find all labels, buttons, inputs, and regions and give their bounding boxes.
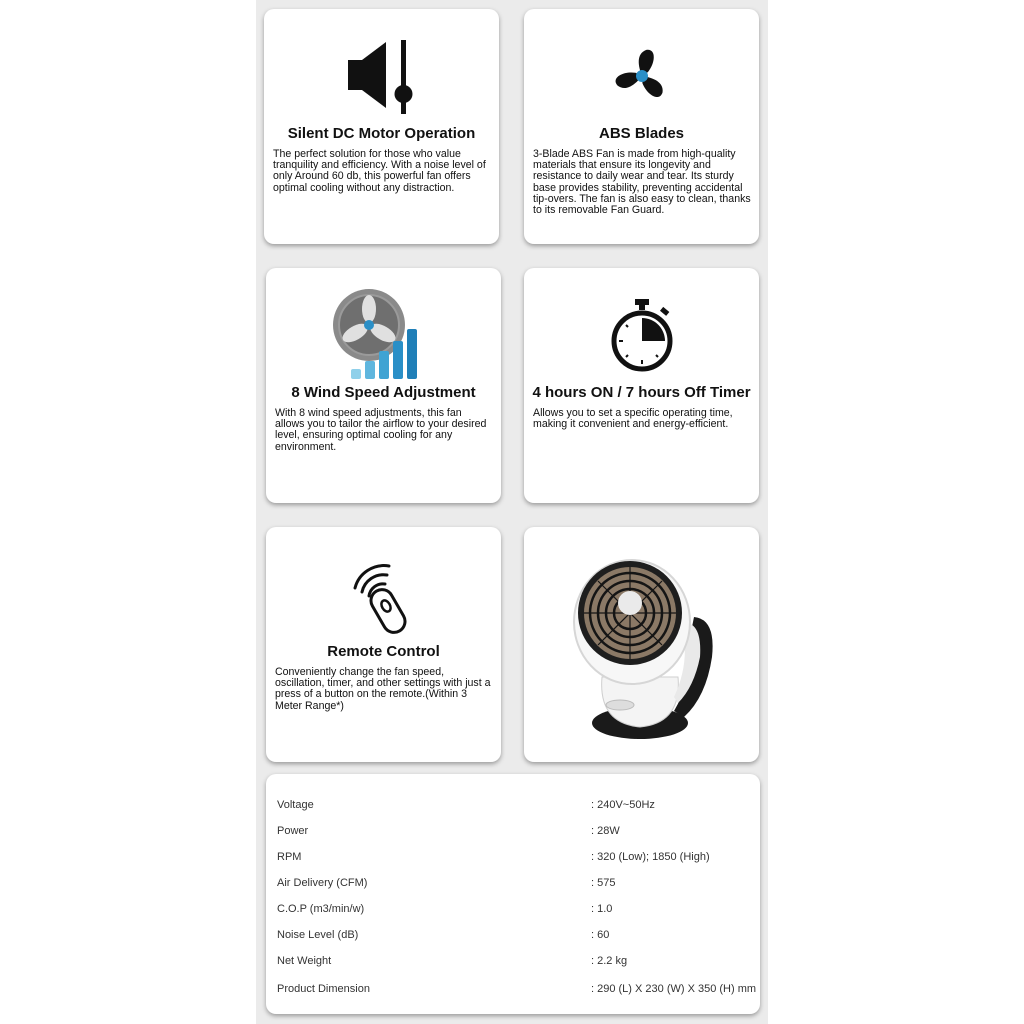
remote-control-icon	[266, 555, 501, 645]
feature-title: ABS Blades	[598, 125, 685, 142]
feature-card-remote	[266, 527, 501, 762]
spec-value: : 60	[591, 929, 610, 941]
spec-label: Noise Level (dB)	[277, 929, 359, 941]
spec-label: C.O.P (m3/min/w)	[277, 903, 365, 915]
specifications-table	[266, 774, 760, 1014]
feature-card-timer	[524, 268, 759, 503]
feature-description: With 8 wind speed adjustments, this fan allows you to tailor the airflow to your desired level, ensuring optimal cooling for any environment.	[275, 407, 487, 453]
spec-value: : 290 (L) X 230 (W) X 350 (H) mm	[591, 983, 757, 995]
feature-card-abs-blades	[524, 9, 759, 244]
spec-label: Product Dimension	[277, 983, 370, 995]
spec-row	[266, 925, 760, 945]
spec-label: Voltage	[277, 799, 314, 811]
product-image-card	[524, 527, 759, 762]
spec-row	[266, 873, 760, 893]
feature-card-silent-motor	[264, 9, 499, 244]
feature-title: 8 Wind Speed Adjustment	[291, 384, 476, 401]
feature-title: 4 hours ON / 7 hours Off Timer	[532, 384, 751, 401]
feature-card-wind-speed	[266, 268, 501, 503]
fan-product-image	[524, 527, 759, 762]
feature-description: The perfect solution for those who value tranquility and efficiency. With a noise level of only Around 60 db, this powerful fan offers optimal cooling without any distraction.	[273, 148, 486, 194]
spec-row	[266, 847, 760, 867]
spec-row	[266, 899, 760, 919]
spec-label: Air Delivery (CFM)	[277, 877, 368, 889]
spec-value: : 320 (Low); 1850 (High)	[591, 851, 710, 863]
spec-label: Net Weight	[277, 955, 332, 967]
spec-value: : 240V~50Hz	[591, 799, 655, 811]
stopwatch-icon	[524, 290, 759, 380]
spec-value: : 575	[591, 877, 616, 889]
spec-label: Power	[277, 825, 309, 837]
spec-value: : 28W	[591, 825, 620, 837]
spec-row	[266, 821, 760, 841]
spec-row	[266, 979, 760, 999]
spec-label: RPM	[277, 851, 302, 863]
feature-description: Allows you to set a specific operating time, making it convenient and energy-efficient.	[533, 407, 733, 431]
fan-speed-bars-icon	[266, 290, 501, 380]
spec-row	[266, 795, 760, 815]
spec-row	[266, 951, 760, 971]
feature-title: Silent DC Motor Operation	[287, 125, 476, 142]
speaker-slider-icon	[264, 31, 499, 121]
fan-blade-icon	[524, 31, 759, 121]
spec-value: : 1.0	[591, 903, 613, 915]
feature-title: Remote Control	[327, 643, 440, 660]
spec-value: : 2.2 kg	[591, 955, 628, 967]
feature-description: Conveniently change the fan speed, oscillation, timer, and other settings with just a press of a button on the remote.(Within 3 Meter Range*)	[275, 666, 491, 712]
feature-description: 3-Blade ABS Fan is made from high-quality materials that ensure its longevity and resistance to daily wear and tear. Its sturdy base provides stability, preventing accidental tip-overs. The fan is also easy to clean, thanks to its removable Fan Guard.	[533, 148, 751, 217]
